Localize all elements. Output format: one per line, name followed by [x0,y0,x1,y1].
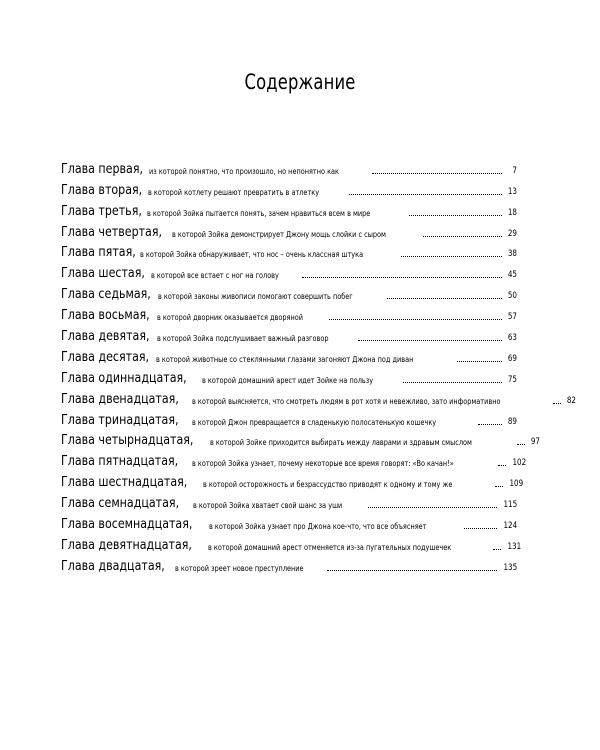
chapter-description: в которой выясняется, что смотреть людям в рот хотя и невежливо, зато информативно [192,396,501,406]
toc-entry[interactable] [61,532,522,553]
chapter-title: Глава восемнадцатая, [61,516,193,533]
dot-leader [409,215,502,216]
toc-entry[interactable] [61,365,517,386]
chapter-description: в которой Зойка обнаруживает, что нос – очень классная штука [139,250,363,260]
toc-entry[interactable] [61,553,517,574]
chapter-title: Глава вторая, [61,181,143,198]
dot-leader [457,361,502,362]
chapter-title: Глава пятая, [61,244,136,261]
toc-entry[interactable] [61,386,577,407]
dot-leader [329,319,502,320]
chapter-description: в которой осторожность и безрассудство приводят к одному и тому же [202,480,453,490]
chapter-description: в которой домашний арест отменяется из-за пугательных подушечек [208,542,452,552]
chapter-description: в которой Зойка подслушивает важный разговор [156,334,329,344]
page-number: 131 [507,541,522,552]
dot-leader [327,570,497,571]
page-number: 75 [507,374,517,385]
chapter-description: в которой животные со стеклянными глазами загоняют Джона под диван [156,354,414,364]
chapter-description: в которой Зойке приходится выбирать между лаврами и здравым смыслом [210,438,473,448]
chapter-title: Глава восьмая, [61,307,150,324]
toc-entry[interactable] [61,407,517,428]
page-title: Содержание [244,70,356,94]
page-number: 18 [507,207,517,218]
table-of-contents [61,156,577,574]
chapter-description: в которой котлету решают превратить в атлетку [147,187,319,197]
chapter-title: Глава третья, [61,202,142,219]
chapter-title: Глава девятая, [61,328,150,345]
chapter-title: Глава тринадцатая, [61,411,179,428]
chapter-title: Глава четырнадцатая, [61,432,194,449]
chapter-title: Глава седьмая, [61,286,151,303]
page-number: 89 [507,416,517,427]
page-number: 135 [503,562,517,573]
toc-entry[interactable] [61,219,517,240]
chapter-description: в которой все встает с ног на голову [151,271,279,281]
chapter-description: в которой Зойка узнает, почему некоторые все время говорят: «Во качан!» [191,459,454,469]
chapter-description: в которой Джон превращается в сладенькую полосатенькую кошечку [192,417,437,427]
dot-leader [553,403,561,404]
dot-leader [495,486,503,487]
dot-leader [372,173,502,174]
toc-entry[interactable] [61,302,517,323]
dot-leader [517,444,525,445]
chapter-title: Глава девятнадцатая, [61,536,192,553]
chapter-description: в которой Зойка демонстрирует Джону мощь слойки с сыром [171,229,386,239]
page-number: 45 [507,270,517,281]
page-number: 124 [503,521,517,532]
dot-leader [493,549,501,550]
toc-entry[interactable] [61,469,523,491]
toc-entry[interactable] [61,240,517,261]
chapter-title: Глава первая, [61,160,143,177]
toc-entry[interactable] [61,177,517,198]
chapter-title: Глава семнадцатая, [61,495,180,512]
toc-entry[interactable] [61,490,517,511]
page-number: 115 [503,500,517,511]
page-number: 82 [566,395,577,406]
dot-leader [423,236,502,237]
chapter-description: в которой домашний арест идет Зойке на пользу [202,375,374,385]
toc-entry[interactable] [61,260,517,281]
page-number: 69 [507,353,517,364]
page-number: 13 [507,186,517,197]
dot-leader [403,382,502,383]
page-number: 50 [507,291,517,302]
dot-leader [464,528,497,529]
page-number: 7 [512,165,517,176]
chapter-title: Глава пятнадцатая, [61,453,179,470]
toc-entry[interactable] [61,156,517,177]
toc-entry[interactable] [61,323,517,344]
chapter-description: в которой зреет новое преступление [175,563,304,573]
chapter-title: Глава одиннадцатая, [61,369,187,386]
dot-leader [498,465,506,466]
chapter-title: Глава шестая, [61,265,145,282]
dot-leader [401,256,502,257]
page-number: 63 [507,333,517,344]
toc-entry[interactable] [61,448,527,470]
page-number: 97 [530,437,540,448]
chapter-description: в которой Зойка хватает свой шанс за уши [192,501,343,511]
chapter-description: в которой дворник оказывается дворяной [156,313,303,323]
toc-entry[interactable] [61,428,540,449]
toc-entry[interactable] [61,511,517,532]
dot-leader [349,194,502,195]
page-number: 109 [509,479,523,490]
chapter-description: в которой законы живописи помогают совершить побег [158,292,354,302]
dot-leader [368,507,496,508]
chapter-title: Глава десятая, [61,348,150,365]
chapter-title: Глава шестнадцатая, [61,474,188,491]
chapter-title: Глава двенадцатая, [61,390,179,407]
dot-leader [302,277,502,278]
page-number: 57 [507,312,517,323]
chapter-title: Глава двадцатая, [61,557,165,574]
chapter-title: Глава четвертая, [61,223,163,240]
page-number: 29 [507,228,517,239]
dot-leader [358,340,502,341]
toc-entry[interactable] [61,281,517,302]
chapter-description: в которой Зойка пытается понять, зачем нравиться всем в мире [147,208,371,218]
chapter-description: из которой понятно, что произошло, но непонятно как [148,166,339,176]
toc-entry[interactable] [61,198,517,219]
dot-leader [387,298,502,299]
page-number: 38 [507,249,517,260]
chapter-description: в которой Зойка узнает про Джона кое-что, что все объясняет [209,522,427,532]
page-number: 102 [512,458,527,469]
dot-leader [478,424,502,425]
toc-entry[interactable] [61,344,517,365]
